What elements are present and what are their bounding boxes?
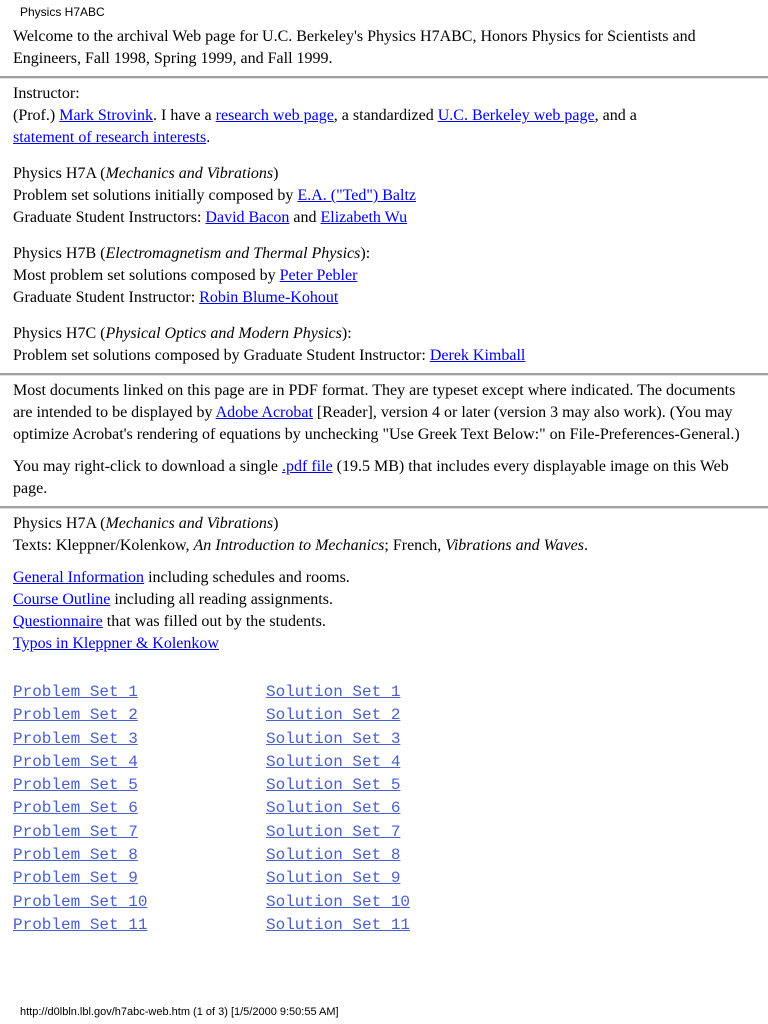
solution-set-cell: [266, 681, 400, 704]
page-content: [13, 26, 755, 937]
intro-paragraph: Welcome to the archival Web page for U.C. Berkeley's Physics H7ABC, Honors Physics for Scientists and Engineers, Fall 1998, Spring 1999, and Fall 1999.: [13, 28, 696, 67]
course-subtitle: Mechanics and Vibrations: [105, 515, 274, 532]
pdf-note-text: Most documents linked on this page are in PDF format. They are typeset except where indicated. The documents are intended to be displayed by: [13, 382, 736, 421]
research-page-link[interactable]: research web page: [215, 107, 334, 124]
set-row: [13, 844, 755, 867]
research-statement-link[interactable]: statement of research interests: [13, 129, 207, 146]
course-name-end: ):: [341, 325, 352, 342]
set-row: [13, 704, 755, 727]
problem-set-link[interactable]: Problem Set 6: [13, 799, 138, 818]
problem-set-cell: [13, 751, 266, 774]
download-note: [13, 456, 755, 500]
divider: [0, 76, 768, 79]
set-row: [13, 797, 755, 820]
problem-set-link[interactable]: Problem Set 5: [13, 776, 138, 795]
set-row: [13, 891, 755, 914]
gsi-label: Graduate Student Instructor:: [13, 289, 200, 306]
divider: [0, 506, 768, 509]
problem-set-link[interactable]: Problem Set 8: [13, 846, 138, 865]
solution-set-link[interactable]: Solution Set 1: [266, 683, 401, 701]
page-footer: http://d0lbln.lbl.gov/h7abc-web.htm (1 of 3) [1/5/2000 9:50:55 AM]: [20, 1006, 339, 1018]
solution-set-cell: [266, 751, 400, 774]
course-subtitle: Physical Optics and Modern Physics: [105, 325, 342, 342]
page-header: Physics H7ABC: [20, 5, 105, 19]
course-name: Physics H7B (: [13, 245, 106, 262]
pdf-format-note: [13, 380, 755, 446]
course-name: Physics H7A (: [13, 165, 106, 182]
solutions-credit: Problem set solutions composed by Graduate Student Instructor:: [13, 347, 430, 364]
course-outline-link[interactable]: Course Outline: [13, 591, 111, 608]
h7b-info: [13, 243, 755, 309]
solution-set-link[interactable]: Solution Set 10: [266, 892, 411, 911]
texts-sep: ; French,: [384, 537, 446, 554]
gsi-label: Graduate Student Instructors:: [13, 209, 206, 226]
pdf-file-link[interactable]: .pdf file: [282, 458, 333, 475]
set-row: [13, 821, 755, 844]
solution-set-link[interactable]: Solution Set 9: [266, 869, 401, 888]
general-info-link[interactable]: General Information: [13, 569, 145, 586]
link-description: that was filled out by the students.: [102, 613, 326, 630]
problem-set-link[interactable]: Problem Set 3: [13, 729, 138, 748]
acrobat-link[interactable]: Adobe Acrobat: [215, 404, 313, 421]
instructor-text: , and a: [594, 107, 637, 124]
solution-set-cell: [266, 891, 410, 914]
divider: [0, 373, 768, 376]
ucb-page-link[interactable]: U.C. Berkeley web page: [437, 107, 595, 124]
h7a-section-header: [13, 513, 755, 557]
solution-set-cell: [266, 914, 410, 937]
questionnaire-link[interactable]: Questionnaire: [13, 613, 103, 630]
kimball-link[interactable]: Derek Kimball: [429, 347, 526, 364]
solutions-credit: Most problem set solutions composed by: [13, 267, 280, 284]
course-name-end: ):: [360, 245, 371, 262]
problem-set-cell: [13, 821, 266, 844]
link-description: including schedules and rooms.: [144, 569, 350, 586]
problem-set-link[interactable]: Problem Set 4: [13, 752, 138, 771]
course-subtitle: Mechanics and Vibrations: [105, 165, 274, 182]
solution-set-cell: [266, 797, 400, 820]
pdf-note-text: [Reader], version 4 or later (version 3 may also work). (You may optimize Acrobat's rendering of equations by unchecking "Use Greek Text Below:" on File-Preferences-General.): [13, 404, 740, 443]
instructor-paragraph: [13, 83, 755, 149]
course-name-end: ): [273, 165, 279, 182]
problem-set-cell: [13, 774, 266, 797]
problem-set-link[interactable]: Problem Set 11: [13, 915, 148, 934]
solution-set-cell: [266, 821, 400, 844]
problem-set-cell: [13, 704, 266, 727]
instructor-text: , a standardized: [333, 107, 438, 124]
download-text: You may right-click to download a single: [13, 458, 283, 475]
set-row: [13, 728, 755, 751]
problem-set-cell: [13, 681, 266, 704]
set-row: [13, 751, 755, 774]
solution-set-link[interactable]: Solution Set 3: [266, 729, 401, 748]
h7c-info: [13, 323, 755, 367]
solution-set-link[interactable]: Solution Set 11: [266, 915, 411, 934]
course-subtitle: Electromagnetism and Thermal Physics: [105, 245, 361, 262]
baltz-link[interactable]: E.A. ("Ted") Baltz: [297, 187, 417, 204]
problem-set-cell: [13, 914, 266, 937]
course-name: Physics H7A (: [13, 515, 106, 532]
set-row: [13, 867, 755, 890]
typos-link[interactable]: Typos in Kleppner & Kolenkow: [13, 635, 219, 652]
set-row: [13, 681, 755, 704]
instructor-label: Instructor:: [13, 85, 80, 102]
solution-set-cell: [266, 844, 400, 867]
problem-set-link[interactable]: Problem Set 7: [13, 822, 138, 841]
problem-set-cell: [13, 844, 266, 867]
solution-set-cell: [266, 867, 400, 890]
set-row: [13, 914, 755, 937]
problem-set-link[interactable]: Problem Set 1: [13, 683, 138, 701]
problem-set-cell: [13, 728, 266, 751]
solution-set-link[interactable]: Solution Set 4: [266, 752, 401, 771]
instructor-text: .: [206, 129, 211, 146]
wu-link[interactable]: Elizabeth Wu: [320, 209, 408, 226]
solutions-credit: Problem set solutions initially composed by: [13, 187, 298, 204]
problem-set-link[interactable]: Problem Set 9: [13, 869, 138, 888]
problem-set-cell: [13, 891, 266, 914]
solution-set-link[interactable]: Solution Set 6: [266, 799, 401, 818]
textbook-title: An Introduction to Mechanics: [193, 537, 385, 554]
problem-set-link[interactable]: Problem Set 2: [13, 706, 138, 725]
gsi-and: and: [289, 209, 321, 226]
solution-set-link[interactable]: Solution Set 8: [266, 846, 401, 865]
texts-label: Texts: Kleppner/Kolenkow,: [13, 537, 194, 554]
texts-end: .: [583, 537, 588, 554]
textbook-title: Vibrations and Waves: [445, 537, 584, 554]
problem-set-cell: [13, 867, 266, 890]
problem-set-link[interactable]: Problem Set 10: [13, 892, 148, 911]
solution-set-link[interactable]: Solution Set 5: [266, 776, 401, 795]
h7a-info: [13, 163, 755, 229]
solution-set-cell: [266, 728, 400, 751]
course-name-end: ): [273, 515, 279, 532]
solution-set-cell: [266, 774, 400, 797]
instructor-name-link[interactable]: Mark Strovink: [59, 107, 153, 124]
solution-set-link[interactable]: Solution Set 2: [266, 706, 401, 725]
link-description: including all reading assignments.: [110, 591, 333, 608]
set-row: [13, 774, 755, 797]
course-name: Physics H7C (: [13, 325, 106, 342]
instructor-text: . I have a: [153, 107, 216, 124]
problem-set-cell: [13, 797, 266, 820]
solution-set-link[interactable]: Solution Set 7: [266, 822, 401, 841]
download-text: (19.5 MB) that includes every displayable image on this Web page.: [13, 458, 729, 497]
solution-set-cell: [266, 704, 400, 727]
problem-solution-sets: [13, 681, 755, 937]
blume-kohout-link[interactable]: Robin Blume-Kohout: [199, 289, 339, 306]
h7a-links: [13, 567, 755, 655]
bacon-link[interactable]: David Bacon: [205, 209, 290, 226]
pebler-link[interactable]: Peter Pebler: [279, 267, 358, 284]
instructor-prefix: (Prof.): [13, 107, 60, 124]
